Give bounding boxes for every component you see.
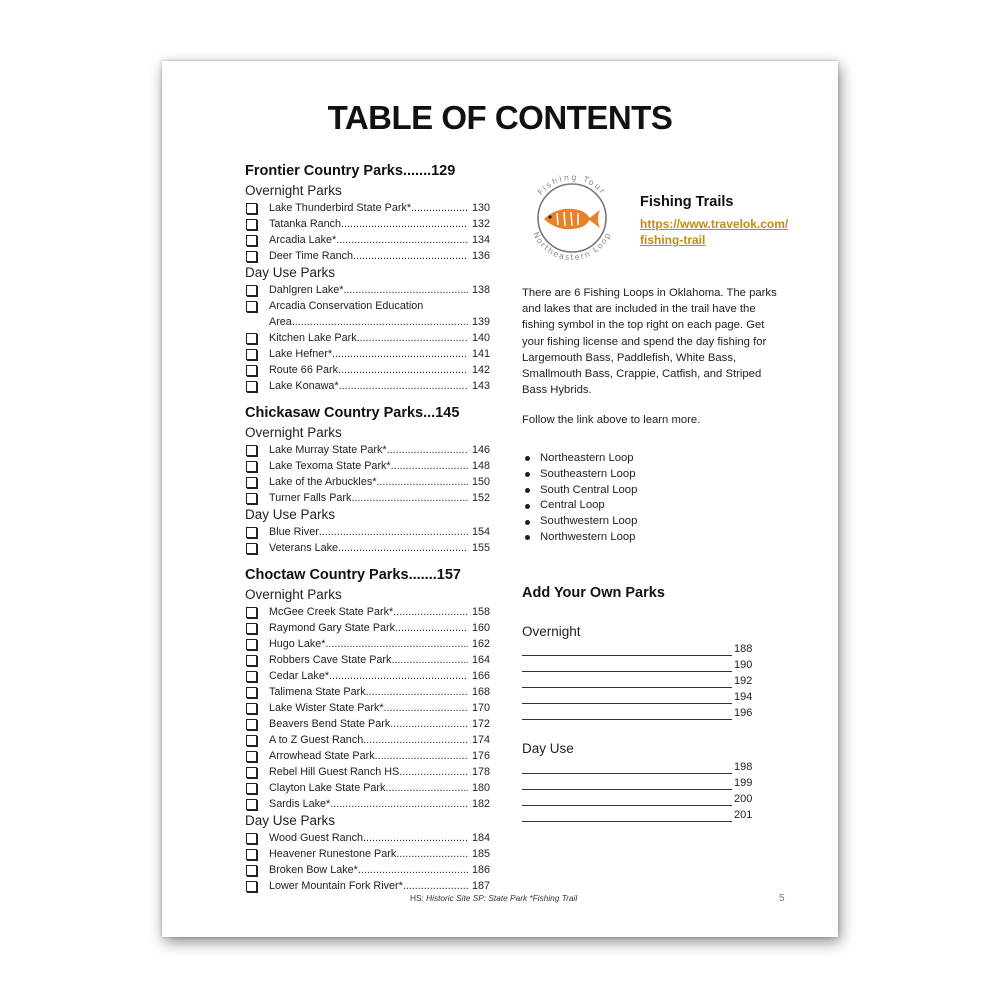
toc-entry: Lower Mountain Fork River* ..... 187	[245, 878, 490, 894]
toc-entry: Lake of the Arbuckles* ..... 150	[245, 474, 490, 490]
checkbox[interactable]	[246, 219, 257, 230]
blank-line[interactable]: 196	[522, 704, 762, 720]
logo-top-text: Fishing Tour	[535, 172, 609, 197]
checkbox[interactable]	[246, 445, 257, 456]
legend-footnote: HS: Historic Site SP: State Park *Fishing Trail	[410, 893, 578, 903]
toc-entry: Raymond Gary State Park ..... 160	[245, 620, 490, 636]
checkbox[interactable]	[246, 203, 257, 214]
blank-line[interactable]: 188	[522, 640, 762, 656]
day-use-blank-lines	[522, 758, 762, 822]
toc-entry: Lake Hefner* ..... 141	[245, 346, 490, 362]
toc-entry: Broken Bow Lake* ..... 186	[245, 862, 490, 878]
checkbox[interactable]	[246, 849, 257, 860]
toc-entry: McGee Creek State Park* ..... 158	[245, 604, 490, 620]
toc-entry: Lake Konawa* ..... 143	[245, 378, 490, 394]
checkbox[interactable]	[246, 349, 257, 360]
subheading-overnight: Overnight Parks	[245, 183, 342, 198]
overnight-blank-lines	[522, 640, 762, 720]
checkbox[interactable]	[246, 235, 257, 246]
checkbox[interactable]	[246, 703, 257, 714]
toc-entry: Heavener Runestone Park ..... 185	[245, 846, 490, 862]
toc-entry: Route 66 Park ..... 142	[245, 362, 490, 378]
list-item: Southeastern Loop	[522, 467, 637, 483]
page-number: 5	[779, 893, 785, 904]
toc-entry: Lake Wister State Park* ..... 170	[245, 700, 490, 716]
toc-entry: Wood Guest Ranch ..... 184	[245, 830, 490, 846]
toc-entry: Robbers Cave State Park ..... 164	[245, 652, 490, 668]
list-item: Central Loop	[522, 498, 637, 514]
checkbox[interactable]	[246, 639, 257, 650]
toc-entry: Dahlgren Lake* ..... 138	[245, 282, 490, 298]
toc-entry: Beavers Bend State Park ..... 172	[245, 716, 490, 732]
fishing-tour-logo	[520, 166, 624, 270]
checkbox[interactable]	[246, 461, 257, 472]
toc-entry: Turner Falls Park ..... 152	[245, 490, 490, 506]
checkbox[interactable]	[246, 365, 257, 376]
checkbox[interactable]	[246, 865, 257, 876]
toc-entry: Arcadia Conservation Education Area ..... 139	[245, 298, 490, 330]
section-heading-frontier: Frontier Country Parks.......129	[245, 163, 456, 179]
checkbox[interactable]	[246, 799, 257, 810]
checkbox[interactable]	[246, 301, 257, 312]
checkbox[interactable]	[246, 687, 257, 698]
toc-entry: A to Z Guest Ranch ..... 174	[245, 732, 490, 748]
blank-line[interactable]: 199	[522, 774, 762, 790]
subheading-day-use: Day Use Parks	[245, 265, 336, 280]
toc-entry: Kitchen Lake Park ..... 140	[245, 330, 490, 346]
subheading-overnight: Overnight Parks	[245, 425, 342, 440]
toc-entry: Cedar Lake* ..... 166	[245, 668, 490, 684]
day-use-label: Day Use	[522, 741, 574, 756]
logo-bottom-text: Northeastern Loop	[531, 230, 613, 263]
fish-icon	[544, 209, 600, 229]
checkbox[interactable]	[246, 607, 257, 618]
blank-line[interactable]: 194	[522, 688, 762, 704]
blank-line[interactable]: 198	[522, 758, 762, 774]
checkbox[interactable]	[246, 735, 257, 746]
toc-entry: Lake Texoma State Park* ..... 148	[245, 458, 490, 474]
section-heading-choctaw: Choctaw Country Parks.......157	[245, 567, 461, 583]
subheading-day-use: Day Use Parks	[245, 813, 336, 828]
subheading-overnight: Overnight Parks	[245, 587, 342, 602]
toc-entry: Clayton Lake State Park ..... 180	[245, 780, 490, 796]
fishing-loops-list	[522, 451, 637, 546]
checkbox[interactable]	[246, 477, 257, 488]
checkbox[interactable]	[246, 251, 257, 262]
toc-entry: Tatanka Ranch ..... 132	[245, 216, 490, 232]
toc-column	[245, 161, 490, 894]
blank-line[interactable]: 192	[522, 672, 762, 688]
checkbox[interactable]	[246, 527, 257, 538]
checkbox[interactable]	[246, 333, 257, 344]
toc-entry: Sardis Lake* ..... 182	[245, 796, 490, 812]
checkbox[interactable]	[246, 783, 257, 794]
toc-entry: Lake Murray State Park* ..... 146	[245, 442, 490, 458]
toc-entry: Lake Thunderbird State Park* ..... 130	[245, 200, 490, 216]
subheading-day-use: Day Use Parks	[245, 507, 336, 522]
checkbox[interactable]	[246, 655, 257, 666]
section-heading-chickasaw: Chickasaw Country Parks...145	[245, 405, 460, 421]
list-item: Northeastern Loop	[522, 451, 637, 467]
list-item: Southwestern Loop	[522, 514, 637, 530]
toc-entry: Arcadia Lake* ..... 134	[245, 232, 490, 248]
checkbox[interactable]	[246, 719, 257, 730]
toc-entry: Blue River ..... 154	[245, 524, 490, 540]
blank-line[interactable]: 190	[522, 656, 762, 672]
checkbox[interactable]	[246, 881, 257, 892]
list-item: Northwestern Loop	[522, 530, 637, 546]
toc-entry: Rebel Hill Guest Ranch HS ..... 178	[245, 764, 490, 780]
document-page	[162, 61, 838, 937]
fishing-trail-link[interactable]: https://www.travelok.com/ fishing-trail	[640, 217, 789, 247]
checkbox[interactable]	[246, 767, 257, 778]
checkbox[interactable]	[246, 543, 257, 554]
toc-entry: Deer Time Ranch ..... 136	[245, 248, 490, 264]
checkbox[interactable]	[246, 751, 257, 762]
checkbox[interactable]	[246, 671, 257, 682]
checkbox[interactable]	[246, 833, 257, 844]
toc-entry: Arrowhead State Park ..... 176	[245, 748, 490, 764]
list-item: South Central Loop	[522, 483, 637, 499]
checkbox[interactable]	[246, 285, 257, 296]
blank-line[interactable]: 200	[522, 790, 762, 806]
follow-link-note: Follow the link above to learn more.	[522, 414, 701, 426]
blank-line[interactable]: 201	[522, 806, 762, 822]
toc-entry: Talimena State Park ..... 168	[245, 684, 490, 700]
fishing-trails-title: Fishing Trails	[640, 194, 734, 210]
page-title: TABLE OF CONTENTS	[327, 99, 673, 136]
add-own-parks-title: Add Your Own Parks	[522, 585, 665, 601]
checkbox[interactable]	[246, 493, 257, 504]
checkbox[interactable]	[246, 381, 257, 392]
toc-entry: Veterans Lake ..... 155	[245, 540, 490, 556]
checkbox[interactable]	[246, 623, 257, 634]
overnight-label: Overnight	[522, 624, 581, 639]
fishing-description: There are 6 Fishing Loops in Oklahoma. The parks and lakes that are included in the trail have the fishing symbol in the top right on each page. Get your fishing license and spend the day fishing for Largemouth Bass, Paddlefish, White Bass, Smallmouth Bass, Crappie, Catfish, and Striped Bass Hybrids.	[522, 287, 777, 397]
toc-entry: Hugo Lake* ..... 162	[245, 636, 490, 652]
